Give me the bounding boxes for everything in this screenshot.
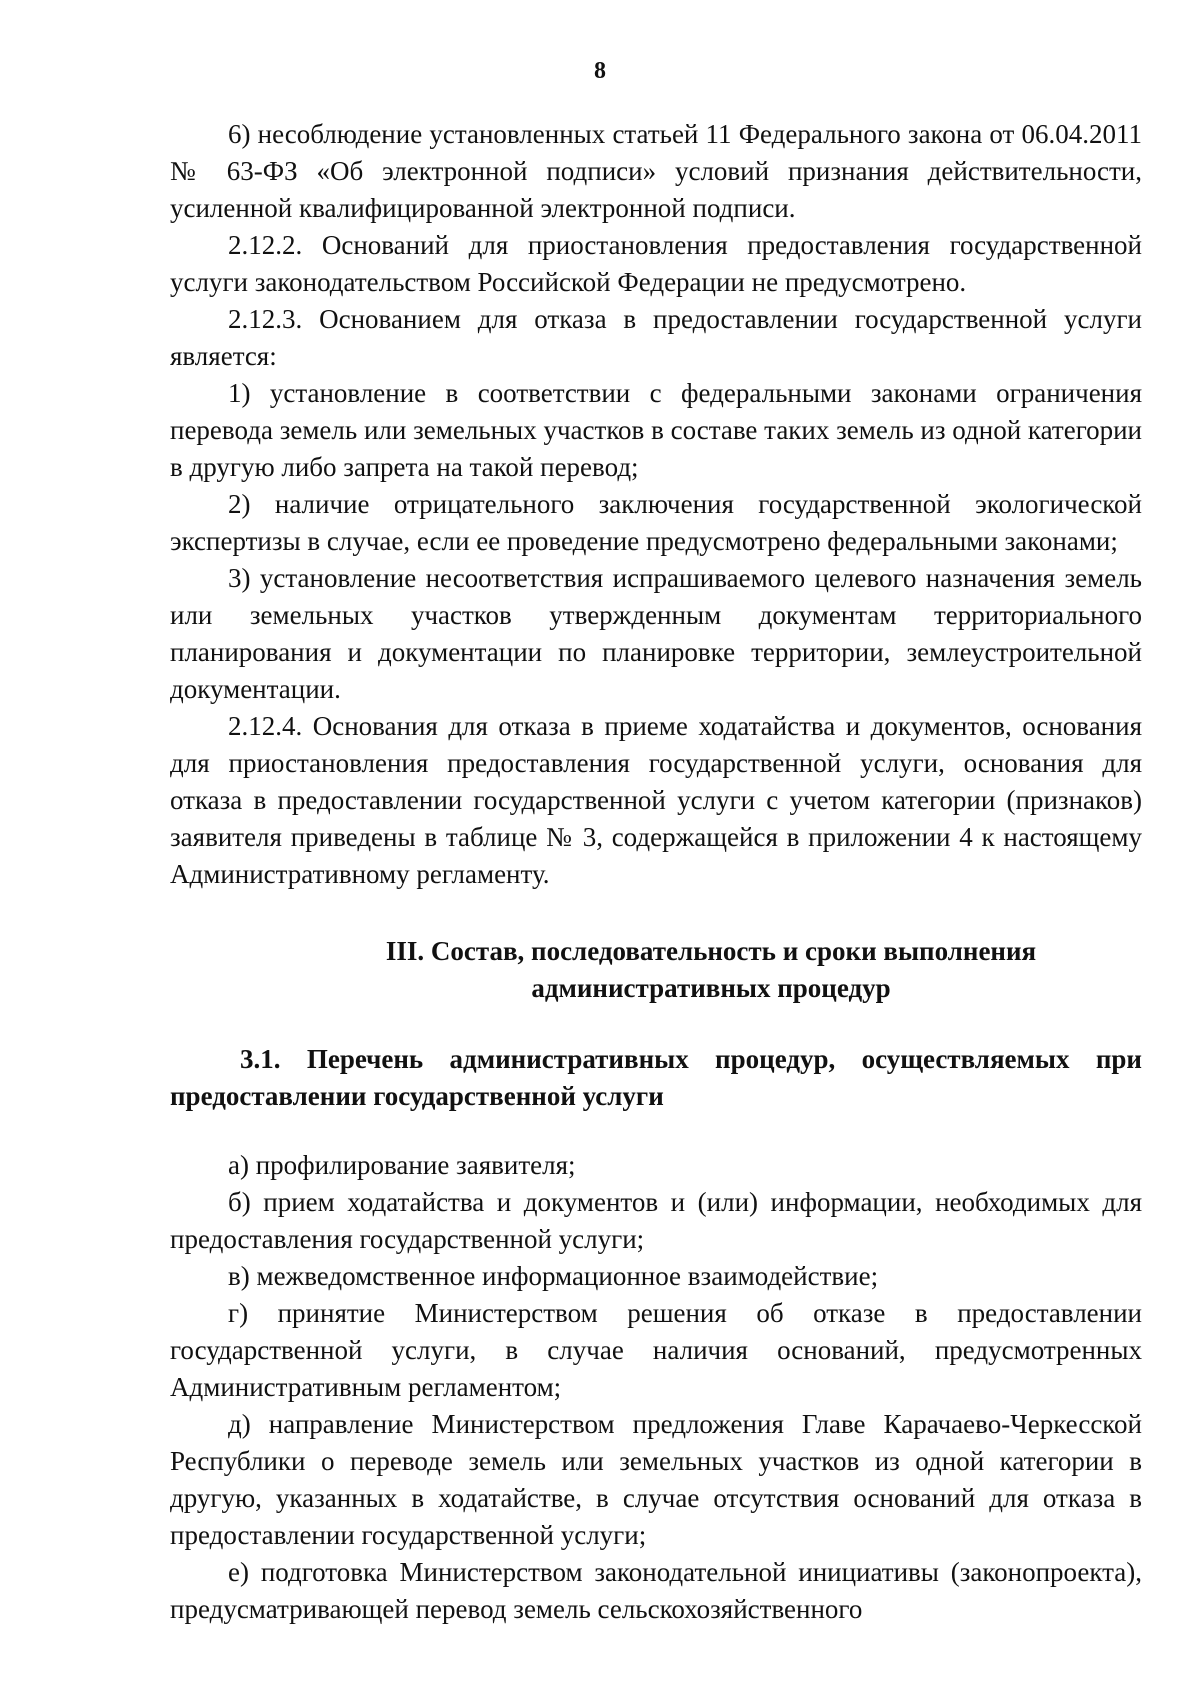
- refusal-ground-1: 1) установление в соответствии с федеральными законами ограничения перевода земель или земельных участков в составе таких земель из одной категории в другую либо запрета на такой перевод;: [170, 378, 1142, 482]
- refusal-ground-2: 2) наличие отрицательного заключения государственной экологической экспертизы в случае, если ее проведение предусмотрено федеральными законами;: [170, 489, 1142, 556]
- procedure-item-b: б) прием ходатайства и документов и (или) информации, необходимых для предоставления государственной услуги;: [170, 1187, 1142, 1254]
- procedure-item-d: д) направление Министерством предложения Главе Карачаево-Черкесской Республики о переводе земель или земельных участков из одной категории в другую, указанных в ходатайстве, в случае отсутствия оснований для отказа в предоставлении государственной услуги;: [170, 1409, 1142, 1550]
- section-heading-line-1: III. Состав, последовательность и сроки выполнения: [385, 936, 1037, 966]
- procedure-item-g: г) принятие Министерством решения об отказе в предоставлении государственной услуги, в случае наличия оснований, предусмотренных Административным регламентом;: [170, 1298, 1142, 1402]
- paragraph-item-6-digital-signature: 6) несоблюдение установленных статьей 11 Федерального закона от 06.04.2011 № 63-ФЗ «Об электронной подписи» условий признания действительности, усиленной квалифицированной электронной подписи.: [170, 119, 1142, 223]
- page-number: 8: [594, 58, 606, 84]
- procedure-item-v: в) межведомственное информационное взаимодействие;: [228, 1261, 879, 1291]
- paragraph-2-12-4: 2.12.4. Основания для отказа в приеме ходатайства и документов, основания для приостановления предоставления государственной услуги, основания для отказа в предоставлении государственной услуги с учетом категории (признаков) заявителя приведены в таблице № 3, содержащейся в приложении 4 к настоящему Административному регламенту.: [170, 711, 1142, 889]
- paragraph-2-12-2: 2.12.2. Оснований для приостановления предоставления государственной услуги законодательством Российской Федерации не предусмотрено.: [170, 230, 1142, 297]
- section-heading-line-2: административных процедур: [531, 973, 891, 1003]
- subsection-heading-3-1: 3.1. Перечень административных процедур, осуществляемых при предоставлении государственной услуги: [170, 1044, 1142, 1111]
- section-heading: [170, 933, 1142, 1007]
- procedure-item-a: а) профилирование заявителя;: [228, 1150, 576, 1180]
- refusal-ground-3: 3) установление несоответствия испрашиваемого целевого назначения земель или земельных участков утвержденным документам территориального планирования и документации по планировке территории, землеустроительной документации.: [170, 563, 1142, 704]
- paragraph-2-12-3: 2.12.3. Основанием для отказа в предоставлении государственной услуги является:: [170, 304, 1142, 371]
- document-body: [170, 116, 1142, 1628]
- procedure-item-e: е) подготовка Министерством законодательной инициативы (законопроекта), предусматривающей перевод земель сельскохозяйственного: [170, 1557, 1142, 1624]
